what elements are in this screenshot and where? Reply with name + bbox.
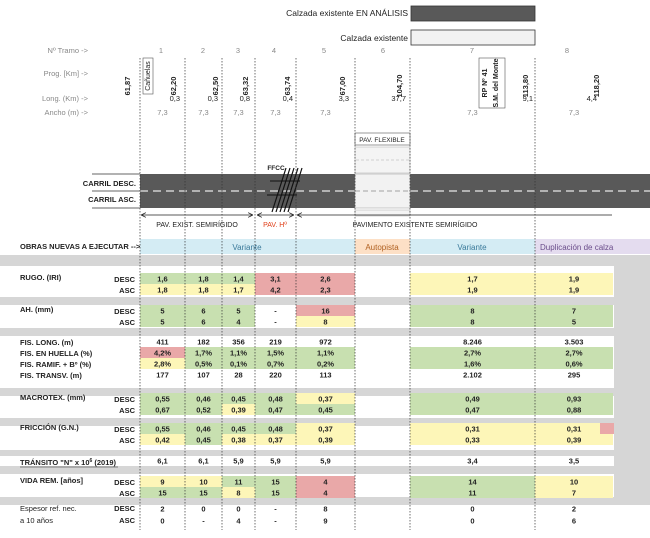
rugo-asc-value: 1,9 xyxy=(467,285,478,295)
rugo-asc-value: 4,2 xyxy=(270,285,281,295)
rugo-desc-value: 2,6 xyxy=(320,274,331,284)
transito-value: 3,4 xyxy=(467,456,478,466)
ah-asc-value: 8 xyxy=(323,317,328,327)
tramo-header: Nº Tramo -> xyxy=(47,46,88,55)
vida-desc-value: 15 xyxy=(271,477,280,487)
macrotex-asc-value: 0,67 xyxy=(155,405,170,415)
fis-transv-value: 2.102 xyxy=(463,370,482,380)
espesor-asc-value: 4 xyxy=(236,516,241,526)
tramo-number: 3 xyxy=(235,46,241,55)
vida-asc-value: 4 xyxy=(323,488,328,498)
fis-ramif-value: 2,8% xyxy=(153,359,172,369)
ah-desc-label: DESC xyxy=(114,307,135,316)
prog-header: Prog. [Km] -> xyxy=(43,69,88,78)
progresiva-value: 113,80 xyxy=(521,74,530,98)
transito-value: 6,1 xyxy=(157,456,168,466)
rugo-desc-value: 1,6 xyxy=(157,274,168,284)
ancho-value: 7,3 xyxy=(233,108,244,117)
ah-desc-value: - xyxy=(274,306,277,316)
espesor-desc-value: 0 xyxy=(470,504,475,514)
friccion-asc-label: ASC xyxy=(119,436,135,445)
fis-long-value: 219 xyxy=(269,337,282,347)
espesor-asc-label: ASC xyxy=(119,516,135,525)
ah-desc-value: 16 xyxy=(321,306,330,316)
friccion-asc-value: 0,42 xyxy=(155,435,170,445)
friccion-asc-value: 0,45 xyxy=(196,435,211,445)
ah-desc-value: 8 xyxy=(470,306,475,316)
friccion-desc-value: 0,31 xyxy=(465,424,480,434)
fis-transv-value: 113 xyxy=(319,370,332,380)
ah-desc-value: 5 xyxy=(236,306,241,316)
fis-huella-value: 1,1% xyxy=(316,348,335,358)
long-value: 9,1 xyxy=(522,94,533,103)
fis-transv-label: FIS. TRANSV. (m) xyxy=(20,371,82,380)
separator-band xyxy=(0,255,650,266)
fis-long-value: 356 xyxy=(232,337,245,347)
espesor-asc-value: 0 xyxy=(160,516,165,526)
fis-huella-value: 4,2% xyxy=(153,348,172,358)
fis-huella-label: FIS. EN HUELLA (%) xyxy=(20,349,93,358)
long-value: 4,4 xyxy=(586,94,597,103)
fis-transv-value: 28 xyxy=(234,370,243,380)
ancho-value: 7,3 xyxy=(467,108,478,117)
progresiva-value: 62,20 xyxy=(169,76,178,96)
ancho-value: 7,3 xyxy=(270,108,281,117)
espesor-asc-value: 6 xyxy=(571,516,577,526)
ah-desc-value: 5 xyxy=(160,306,165,316)
vida-desc-value: 4 xyxy=(323,477,328,487)
fis-huella-value: 1,5% xyxy=(266,348,285,358)
ah-asc-value: 5 xyxy=(160,317,165,327)
tramo-number: 1 xyxy=(158,46,164,55)
vida-desc-value: 10 xyxy=(569,477,579,487)
progresiva-value: 118,20 xyxy=(592,74,601,98)
ancho-value: 7,3 xyxy=(157,108,168,117)
transito-value: 5,9 xyxy=(320,456,331,466)
ah-asc-value: 6 xyxy=(201,317,206,327)
ffcc-label: FFCC xyxy=(267,165,285,172)
ah-asc-value: 8 xyxy=(470,317,475,327)
espesor-asc-value: 9 xyxy=(323,516,328,526)
rugo-asc-value: 1,9 xyxy=(568,285,580,295)
vida-label: VIDA REM. [años] xyxy=(20,476,84,485)
legend-existing-label: Calzada existente xyxy=(340,33,408,43)
friccion-desc-value: 0,31 xyxy=(566,424,582,434)
ah-desc-value: 6 xyxy=(201,306,206,316)
obras-duplicacion-label: Duplicación de calza xyxy=(540,243,614,252)
tramo-number: 8 xyxy=(564,46,570,55)
pav-flexible-label: PAV. FLEXIBLE xyxy=(359,137,405,144)
long-value: 0,3 xyxy=(169,94,180,103)
progresiva-value: 67,00 xyxy=(338,76,347,96)
right-gray-column xyxy=(614,264,650,502)
long-value: 0,3 xyxy=(207,94,218,103)
obras-variante1-label: Variante xyxy=(232,243,262,252)
fis-ramif-value: 0,5% xyxy=(194,359,213,369)
fis-huella-value: 2,7% xyxy=(565,348,583,358)
friccion-desc-value: 0,48 xyxy=(268,424,283,434)
progresiva-value: 104,70 xyxy=(395,74,404,98)
ah-asc-label: ASC xyxy=(119,318,135,327)
rp41-label: RP Nº 41 xyxy=(482,68,489,98)
macrotex-asc-value: 0,39 xyxy=(231,405,246,415)
fis-ramif-value: 0,1% xyxy=(229,359,248,369)
macrotex-label: MACROTEX. (mm) xyxy=(20,393,86,402)
transito-exponent: 6 xyxy=(89,458,93,464)
espesor-desc-value: 8 xyxy=(323,504,328,514)
fis-long-value: 411 xyxy=(156,337,169,347)
tramo-number: 5 xyxy=(321,46,327,55)
fis-long-value: 182 xyxy=(197,337,210,347)
macrotex-desc-value: 0,37 xyxy=(318,394,333,404)
macrotex-asc-value: 0,47 xyxy=(268,405,283,415)
transito-value: 3,5 xyxy=(568,456,580,466)
friccion-asc-value: 0,37 xyxy=(268,435,283,445)
friccion-asc-value: 0,39 xyxy=(566,435,582,445)
transito-year: (2019) xyxy=(92,458,117,467)
smm-label: S.M. del Monte xyxy=(493,58,500,108)
vida-asc-value: 8 xyxy=(236,488,241,498)
tramo-number: 6 xyxy=(380,46,386,55)
macrotex-desc-value: 0,93 xyxy=(566,394,582,404)
ah-asc-value: 4 xyxy=(236,317,241,327)
fis-ramif-value: 0,7% xyxy=(266,359,285,369)
friccion-desc-value: 0,55 xyxy=(155,424,170,434)
vida-desc-label: DESC xyxy=(114,478,135,487)
macrotex-desc-value: 0,46 xyxy=(196,394,211,404)
vida-asc-label: ASC xyxy=(119,489,135,498)
fis-long-value: 3.503 xyxy=(564,337,584,347)
fis-huella-value: 1,1% xyxy=(229,348,248,358)
carril-desc-label: CARRIL DESC. xyxy=(82,179,136,188)
friccion-desc-value: 0,37 xyxy=(318,424,333,434)
macrotex-asc-value: 0,52 xyxy=(196,405,211,415)
progresiva-value: 61,87 xyxy=(123,76,132,96)
fis-ramif-value: 0,6% xyxy=(565,359,583,369)
fis-transv-value: 107 xyxy=(197,370,210,380)
transito-value: 5,9 xyxy=(270,456,281,466)
espesor-asc-value: - xyxy=(202,516,205,526)
fis-huella-value: 1,7% xyxy=(194,348,213,358)
rugo-asc-value: 2,3 xyxy=(320,285,331,295)
rugo-desc-value: 3,1 xyxy=(270,274,281,284)
friccion-label: FRICCIÓN (G.N.) xyxy=(20,423,79,432)
espesor-desc-value: 0 xyxy=(201,504,206,514)
ah-desc-value: 7 xyxy=(571,306,577,316)
transito-value: 5,9 xyxy=(233,456,244,466)
macrotex-desc-label: DESC xyxy=(114,395,135,404)
macrotex-desc-value: 0,55 xyxy=(155,394,170,404)
espesor-desc-value: 0 xyxy=(236,504,241,514)
transito-label xyxy=(20,458,117,467)
friccion-desc-value: 0,46 xyxy=(196,424,211,434)
vida-asc-value: 15 xyxy=(271,488,280,498)
vida-asc-value: 15 xyxy=(199,488,208,498)
long-value: 3,3 xyxy=(338,94,349,103)
transito-label-main: TRÁNSITO "N" x 10 xyxy=(20,458,90,467)
tramo-number: 4 xyxy=(271,46,277,55)
ah-asc-value: 5 xyxy=(571,317,577,327)
espesor-desc-value: - xyxy=(274,504,277,514)
espesor-label-1: Espesor ref. nec. xyxy=(20,504,77,513)
espesor-desc-value: 2 xyxy=(571,504,577,514)
friccion-overflow-red xyxy=(600,423,614,434)
obras-autopista-label: Autopista xyxy=(365,243,399,252)
fis-ramif-value: 0,2% xyxy=(316,359,335,369)
carril-asc-label: CARRIL ASC. xyxy=(88,195,136,204)
fis-transv-value: 295 xyxy=(567,370,581,380)
ah-label: AH. (mm) xyxy=(20,305,54,314)
macrotex-asc-value: 0,45 xyxy=(318,405,333,415)
macrotex-asc-value: 0,47 xyxy=(465,405,480,415)
progresiva-value: 62,50 xyxy=(211,76,220,96)
long-value: 0,8 xyxy=(239,94,250,103)
friccion-asc-value: 0,38 xyxy=(231,435,246,445)
fis-ramif-label: FIS. RAMIF. + Bº (%) xyxy=(20,360,92,369)
fis-long-value: 972 xyxy=(319,337,332,347)
rugo-label: RUGO. (IRI) xyxy=(20,273,62,282)
long-value: 0,4 xyxy=(282,94,293,103)
fis-huella-value: 2,7% xyxy=(463,348,482,358)
rugo-asc-value: 1,7 xyxy=(233,285,244,295)
vida-asc-value: 11 xyxy=(468,488,477,498)
ancho-header: Ancho (m) -> xyxy=(44,108,88,117)
rugo-asc-value: 1,8 xyxy=(198,285,209,295)
tramo-number: 2 xyxy=(200,46,206,55)
progresiva-value: 63,74 xyxy=(283,76,292,96)
friccion-asc-value: 0,33 xyxy=(465,435,480,445)
separator-band xyxy=(0,297,650,305)
macrotex-desc-value: 0,49 xyxy=(465,394,480,404)
obras-label: OBRAS NUEVAS A EJECUTAR --> xyxy=(20,242,141,251)
friccion-asc-value: 0,39 xyxy=(318,435,333,445)
rugo-desc-value: 1,7 xyxy=(467,274,478,284)
long-value: 37,7 xyxy=(391,94,406,103)
espesor-asc-value: - xyxy=(274,516,277,526)
espesor-asc-value: 0 xyxy=(470,516,475,526)
espesor-desc-label: DESC xyxy=(114,504,135,513)
legend-analysis-swatch xyxy=(411,6,535,21)
rugo-asc-label: ASC xyxy=(119,286,135,295)
rugo-desc-label: DESC xyxy=(114,275,135,284)
macrotex-desc-value: 0,45 xyxy=(231,394,246,404)
vida-desc-value: 9 xyxy=(160,477,165,487)
friccion-desc-label: DESC xyxy=(114,425,135,434)
macrotex-desc-value: 0,48 xyxy=(268,394,283,404)
macrotex-asc-label: ASC xyxy=(119,406,135,415)
legend-analysis-label: Calzada existente EN ANÁLISIS xyxy=(286,8,408,18)
ah-asc-value: - xyxy=(274,317,277,327)
fis-ramif-value: 1,6% xyxy=(463,359,482,369)
fis-transv-value: 177 xyxy=(156,370,169,380)
long-header: Long. (Km) -> xyxy=(41,94,88,103)
rugo-desc-value: 1,8 xyxy=(198,274,209,284)
espesor-label-2: a 10 años xyxy=(20,516,53,525)
progresiva-value: 63,32 xyxy=(241,76,250,96)
friccion-desc-value: 0,45 xyxy=(231,424,246,434)
separator-band xyxy=(0,328,650,336)
pav-semirigido-label: PAV. EXIST. SEMIRÍGIDO xyxy=(156,222,238,229)
macrotex-asc-value: 0,88 xyxy=(566,405,582,415)
obras-variante2-label: Variante xyxy=(457,243,487,252)
tramo-number: 7 xyxy=(469,46,475,55)
vida-desc-value: 10 xyxy=(199,477,208,487)
vida-asc-value: 7 xyxy=(571,488,577,498)
fis-transv-value: 220 xyxy=(269,370,282,380)
canuelas-label: Cañuelas xyxy=(145,61,152,91)
transito-value: 6,1 xyxy=(198,456,209,466)
ancho-value: 7,3 xyxy=(320,108,331,117)
pav-existente-label: PAVIMENTO EXISTENTE SEMIRÍGIDO xyxy=(352,222,478,229)
separator-band xyxy=(0,450,650,456)
vida-desc-value: 11 xyxy=(234,477,243,487)
vida-desc-value: 14 xyxy=(468,477,477,487)
pav-hormigon-label: PAV. Hº xyxy=(263,222,287,229)
ancho-value: 7,3 xyxy=(568,108,580,117)
espesor-desc-value: 2 xyxy=(160,504,165,514)
rugo-desc-value: 1,4 xyxy=(233,274,244,284)
fis-long-value: 8.246 xyxy=(463,337,482,347)
ancho-value: 7,3 xyxy=(198,108,209,117)
fis-long-label: FIS. LONG. (m) xyxy=(20,338,74,347)
vida-asc-value: 15 xyxy=(158,488,167,498)
rugo-asc-value: 1,8 xyxy=(157,285,168,295)
rugo-desc-value: 1,9 xyxy=(568,274,580,284)
legend-existing-swatch xyxy=(411,30,535,45)
